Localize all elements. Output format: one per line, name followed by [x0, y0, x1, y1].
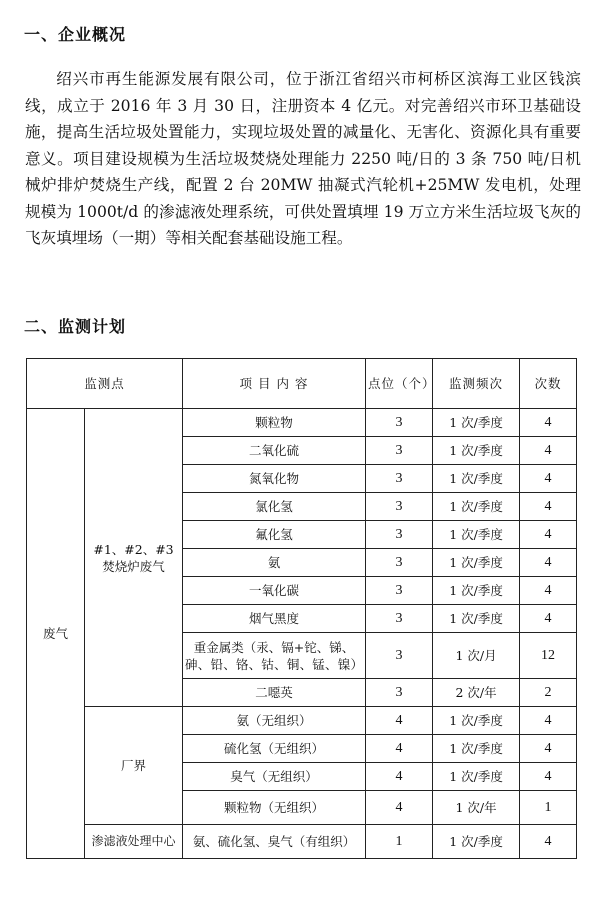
cell-frequency: 1 次/季度: [433, 493, 520, 521]
cell-times: 4: [520, 763, 577, 791]
cell-times: 4: [520, 577, 577, 605]
cell-item: 氨（无组织）: [183, 707, 366, 735]
cell-times: 4: [520, 437, 577, 465]
cell-item: 二噁英: [183, 679, 366, 707]
header-frequency: 监测频次: [433, 359, 520, 409]
header-item: 项 目 内 容: [183, 359, 366, 409]
cell-frequency: 1 次/季度: [433, 735, 520, 763]
cell-points: 3: [366, 605, 433, 633]
cell-times: 12: [520, 633, 577, 679]
cell-item: 硫化氢（无组织）: [183, 735, 366, 763]
section-2-title: 二、监测计划: [24, 317, 127, 336]
cell-points: 4: [366, 791, 433, 825]
section-1-title: 一、企业概况: [24, 25, 127, 44]
cell-frequency: 2 次/年: [433, 679, 520, 707]
monitoring-plan-table: [26, 358, 577, 859]
cell-frequency: 1 次/季度: [433, 605, 520, 633]
cell-points: 4: [366, 763, 433, 791]
cell-points: 3: [366, 679, 433, 707]
cell-times: 2: [520, 679, 577, 707]
cell-times: 4: [520, 735, 577, 763]
cell-points: 3: [366, 465, 433, 493]
cell-times: 4: [520, 521, 577, 549]
category-waste-gas: 废气: [27, 409, 85, 859]
cell-times: 4: [520, 409, 577, 437]
cell-frequency: 1 次/季度: [433, 521, 520, 549]
cell-frequency: 1 次/季度: [433, 707, 520, 735]
cell-frequency: 1 次/季度: [433, 825, 520, 859]
cell-item: 氨: [183, 549, 366, 577]
cell-frequency: 1 次/季度: [433, 549, 520, 577]
cell-frequency: 1 次/季度: [433, 577, 520, 605]
cell-frequency: 1 次/季度: [433, 437, 520, 465]
cell-item: 一氧化碳: [183, 577, 366, 605]
cell-item: 氨、硫化氢、臭气（有组织）: [183, 825, 366, 859]
cell-frequency: 1 次/月: [433, 633, 520, 679]
cell-points: 4: [366, 735, 433, 763]
cell-points: 4: [366, 707, 433, 735]
group-plant-boundary: 厂界: [85, 707, 183, 825]
cell-points: 3: [366, 521, 433, 549]
cell-item: 重金属类（汞、镉+铊、锑、砷、铅、铬、钴、铜、锰、镍）: [183, 633, 366, 679]
cell-times: 4: [520, 825, 577, 859]
table-row: [27, 825, 577, 859]
company-overview-paragraph: 绍兴市再生能源发展有限公司，位于浙江省绍兴市柯桥区滨海工业区钱滨线，成立于 2016 年 3 月 30 日，注册资本 4 亿元。对完善绍兴市环卫基础设施，提高生活垃圾处置能力，实现垃圾处置的减量化、无害化、资源化具有重要意义。项目建设规模为生活垃圾焚烧处理能力 2250 吨/日的 3 条 750 吨/日机械炉排炉焚烧生产线，配置 2 台 20MW 抽凝式汽轮机+25MW 发电机，处理规模为 1000t/d 的渗滤液处理系统，可供处置填埋 19 万立方米生活垃圾飞灰的飞灰填埋场（一期）等相关配套基础设施工程。: [25, 70, 581, 247]
cell-points: 3: [366, 549, 433, 577]
cell-item: 颗粒物: [183, 409, 366, 437]
cell-frequency: 1 次/季度: [433, 409, 520, 437]
cell-times: 1: [520, 791, 577, 825]
header-monitoring-point: 监测点: [27, 359, 183, 409]
cell-points: 3: [366, 409, 433, 437]
table-header-row: [27, 359, 577, 409]
cell-frequency: 1 次/季度: [433, 763, 520, 791]
cell-points: 1: [366, 825, 433, 859]
header-points: 点位（个）: [366, 359, 433, 409]
group-incinerator-gas: #1、#2、#3 焚烧炉废气: [85, 409, 183, 707]
cell-times: 4: [520, 465, 577, 493]
cell-frequency: 1 次/季度: [433, 465, 520, 493]
group-leachate-center: 渗滤液处理中心: [85, 825, 183, 859]
cell-item: 二氧化硫: [183, 437, 366, 465]
header-times: 次数: [520, 359, 577, 409]
cell-times: 4: [520, 549, 577, 577]
cell-item: 氟化氢: [183, 521, 366, 549]
cell-points: 3: [366, 577, 433, 605]
table-row: [27, 409, 577, 437]
cell-item: 氮氧化物: [183, 465, 366, 493]
table-row: [27, 707, 577, 735]
cell-times: 4: [520, 707, 577, 735]
cell-item: 氯化氢: [183, 493, 366, 521]
cell-points: 3: [366, 437, 433, 465]
cell-times: 4: [520, 493, 577, 521]
cell-item: 烟气黑度: [183, 605, 366, 633]
cell-points: 3: [366, 633, 433, 679]
cell-item: 颗粒物（无组织）: [183, 791, 366, 825]
cell-points: 3: [366, 493, 433, 521]
cell-times: 4: [520, 605, 577, 633]
cell-item: 臭气（无组织）: [183, 763, 366, 791]
cell-frequency: 1 次/年: [433, 791, 520, 825]
